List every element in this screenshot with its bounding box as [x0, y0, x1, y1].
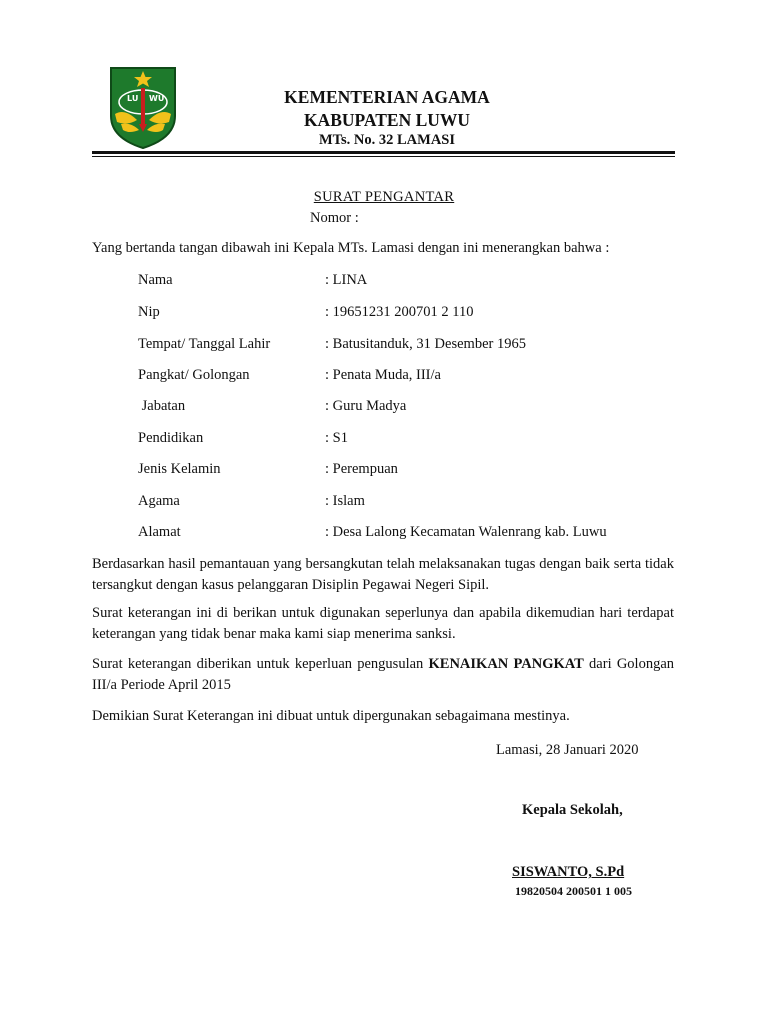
- signatory-nip: 19820504 200501 1 005: [515, 884, 632, 898]
- field-value-gender: : Perempuan: [325, 461, 398, 477]
- field-label-address: Alamat: [138, 524, 181, 540]
- header-divider-thin: [92, 156, 675, 157]
- field-value-position: : Guru Madya: [325, 398, 407, 414]
- field-value-address: : Desa Lalong Kecamatan Walenrang kab. Luwu: [325, 524, 607, 540]
- field-label-nip: Nip: [138, 304, 160, 320]
- logo-text-left: LU: [127, 94, 139, 103]
- paragraph-purpose: [92, 654, 674, 696]
- field-label-position: Jabatan: [138, 398, 186, 414]
- signatory-name: SISWANTO, S.Pd: [512, 864, 625, 880]
- field-label-birth: Tempat/ Tanggal Lahir: [138, 336, 271, 352]
- paragraph-usage: Surat keterangan ini di berikan untuk digunakan seperlunya dan apabila dikemudian hari terdapat keterangan yang tidak benar maka kami siap menerima sanksi.: [92, 605, 674, 642]
- header-ministry: KEMENTERIAN AGAMA: [284, 87, 490, 107]
- field-value-rank: : Penata Muda, III/a: [325, 367, 441, 383]
- header-school: MTs. No. 32 LAMASI: [318, 132, 456, 148]
- purpose-promotion-emphasis: KENAIKAN PANGKAT: [428, 656, 584, 672]
- purpose-text-start: Surat keterangan diberikan untuk keperluan pengusulan: [92, 656, 429, 672]
- field-label-rank: Pangkat/ Golongan: [138, 367, 250, 383]
- field-value-name: : LINA: [325, 272, 368, 288]
- field-label-gender: Jenis Kelamin: [138, 461, 221, 477]
- logo-text-right: WU: [149, 94, 165, 103]
- field-label-religion: Agama: [138, 493, 180, 509]
- paragraph-assessment: Berdasarkan hasil pemantauan yang bersangkutan telah melaksanakan tugas dengan baik serta tidak tersangkut dengan kasus pelanggaran Disiplin Pegawai Negeri Sipil.: [92, 556, 674, 593]
- field-label-name: Nama: [138, 272, 173, 288]
- purpose-text-end: dari Golongan III/a Periode April 2015: [92, 656, 675, 693]
- field-value-nip: : 19651231 200701 2 110: [325, 304, 474, 320]
- intro-text: Yang bertanda tangan dibawah ini Kepala MTs. Lamasi dengan ini menerangkan bahwa :: [92, 240, 610, 256]
- document-number-label: Nomor :: [310, 210, 359, 226]
- place-date: Lamasi, 28 Januari 2020: [496, 742, 639, 758]
- field-value-birth: : Batusitanduk, 31 Desember 1965: [325, 336, 526, 352]
- paragraph-closing: Demikian Surat Keterangan ini dibuat untuk dipergunakan sebagaimana mestinya.: [92, 708, 570, 724]
- header-regency: KABUPATEN LUWU: [303, 110, 471, 130]
- document-title: SURAT PENGANTAR: [313, 189, 455, 205]
- field-label-education: Pendidikan: [138, 430, 204, 446]
- signatory-position: Kepala Sekolah,: [522, 802, 623, 818]
- header-divider-thick: [92, 151, 675, 154]
- field-value-education: : S1: [325, 430, 348, 446]
- field-value-religion: : Islam: [325, 493, 365, 509]
